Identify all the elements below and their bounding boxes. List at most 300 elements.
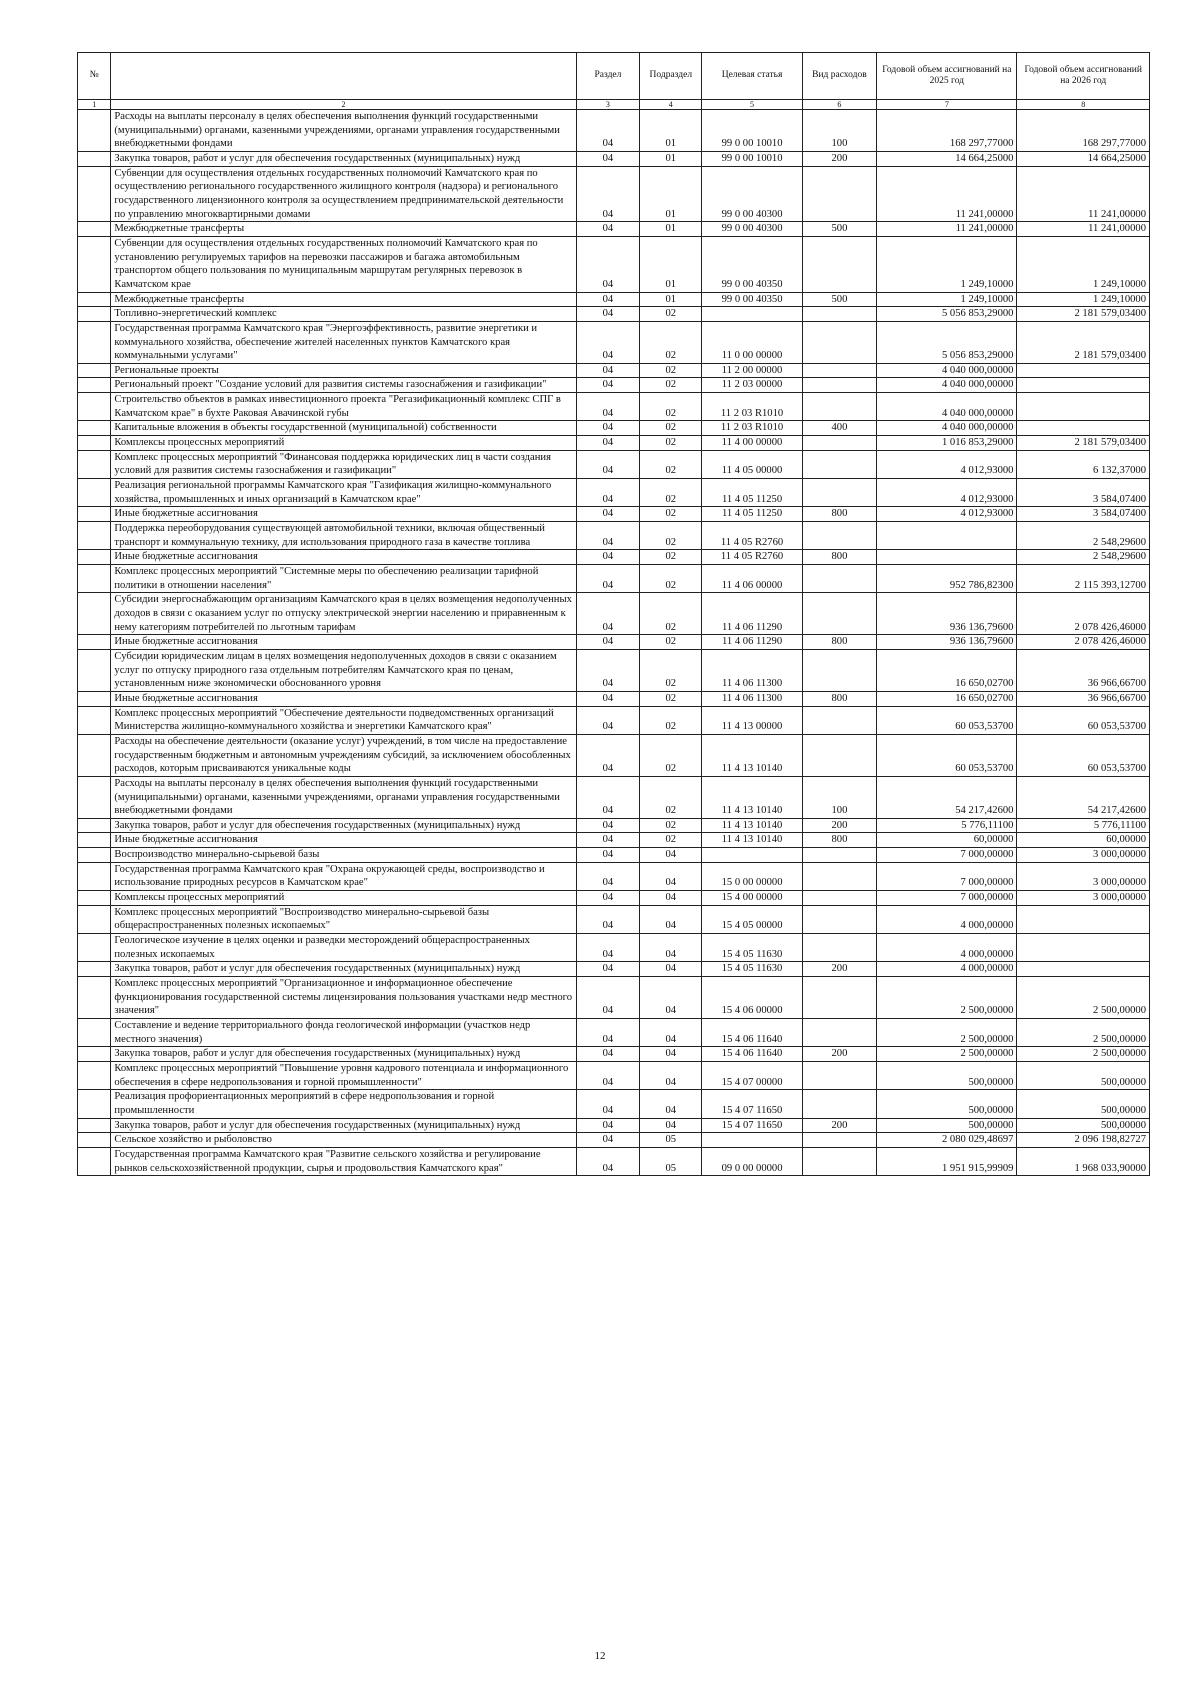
page-number: 12 (594, 1650, 606, 1662)
row-expense-type-cell (802, 565, 877, 593)
row-podrazdel-cell: 04 (640, 1019, 702, 1047)
row-expense-type-cell (802, 848, 877, 863)
row-expense-type-cell: 500 (802, 222, 877, 237)
row-expense-type-cell (802, 522, 877, 550)
row-number-cell (78, 862, 111, 890)
row-target-article-cell: 11 4 06 11300 (702, 691, 802, 706)
row-amount-2025-cell: 60,00000 (877, 833, 1017, 848)
row-amount-2025-cell: 1 016 853,29000 (877, 436, 1017, 451)
row-amount-2025-cell: 1 249,10000 (877, 292, 1017, 307)
row-razdel-cell: 04 (576, 776, 639, 818)
row-amount-2026-cell: 3 000,00000 (1017, 848, 1150, 863)
row-amount-2026-cell: 168 297,77000 (1017, 110, 1150, 152)
table-row (78, 166, 1150, 222)
row-name-cell: Расходы на выплаты персоналу в целях обеспечения выполнения функций государственными (муниципальными) органами, казенными учреждениями, органами управления государственными внебюджетными фондами (111, 110, 576, 152)
row-razdel-cell: 04 (576, 321, 639, 363)
row-amount-2025-cell: 500,00000 (877, 1061, 1017, 1089)
row-expense-type-cell: 800 (802, 550, 877, 565)
row-target-article-cell: 11 4 13 00000 (702, 706, 802, 734)
col-header-number: № (78, 53, 111, 100)
row-target-article-cell: 99 0 00 40350 (702, 236, 802, 292)
row-number-cell (78, 393, 111, 421)
row-target-article-cell: 11 4 13 10140 (702, 734, 802, 776)
row-amount-2025-cell: 936 136,79600 (877, 635, 1017, 650)
row-amount-2026-cell: 3 000,00000 (1017, 862, 1150, 890)
row-target-article-cell: 15 4 06 11640 (702, 1047, 802, 1062)
row-amount-2026-cell (1017, 393, 1150, 421)
row-razdel-cell: 04 (576, 1047, 639, 1062)
row-name-cell: Закупка товаров, работ и услуг для обеспечения государственных (муниципальных) нужд (111, 151, 576, 166)
row-name-cell: Субвенции для осуществления отдельных государственных полномочий Камчатского края по установлению регулируемых тарифов на перевозки пассажиров и багажа автомобильным транспортом общего пользования по муниципальным маршрутам регулярных перевозок в Камчатском крае (111, 236, 576, 292)
row-target-article-cell: 11 4 06 11290 (702, 635, 802, 650)
table-row (78, 363, 1150, 378)
row-amount-2025-cell: 14 664,25000 (877, 151, 1017, 166)
row-expense-type-cell: 200 (802, 1047, 877, 1062)
row-target-article-cell: 15 4 00 00000 (702, 891, 802, 906)
row-target-article-cell: 11 4 06 11300 (702, 649, 802, 691)
row-amount-2026-cell: 1 249,10000 (1017, 236, 1150, 292)
row-target-article-cell: 11 0 00 00000 (702, 321, 802, 363)
row-expense-type-cell (802, 1147, 877, 1175)
row-number-cell (78, 649, 111, 691)
row-target-article-cell: 11 4 13 10140 (702, 818, 802, 833)
row-podrazdel-cell: 02 (640, 550, 702, 565)
row-expense-type-cell: 200 (802, 1118, 877, 1133)
row-amount-2025-cell: 2 500,00000 (877, 977, 1017, 1019)
col-number: 4 (640, 100, 702, 110)
row-expense-type-cell: 200 (802, 151, 877, 166)
row-target-article-cell: 11 4 05 R2760 (702, 522, 802, 550)
row-amount-2026-cell: 11 241,00000 (1017, 222, 1150, 237)
row-amount-2026-cell: 500,00000 (1017, 1090, 1150, 1118)
row-amount-2025-cell: 4 040 000,00000 (877, 378, 1017, 393)
row-amount-2026-cell: 1 968 033,90000 (1017, 1147, 1150, 1175)
row-target-article-cell: 11 4 05 11250 (702, 507, 802, 522)
row-amount-2025-cell: 16 650,02700 (877, 649, 1017, 691)
row-name-cell: Топливно-энергетический комплекс (111, 307, 576, 322)
row-amount-2026-cell: 500,00000 (1017, 1118, 1150, 1133)
table-row (78, 862, 1150, 890)
col-header-podrazdel: Подраздел (640, 53, 702, 100)
row-name-cell: Комплексы процессных мероприятий (111, 436, 576, 451)
row-name-cell: Закупка товаров, работ и услуг для обеспечения государственных (муниципальных) нужд (111, 1118, 576, 1133)
row-podrazdel-cell: 04 (640, 1090, 702, 1118)
row-expense-type-cell (802, 363, 877, 378)
row-target-article-cell: 15 4 05 11630 (702, 934, 802, 962)
row-amount-2026-cell: 1 249,10000 (1017, 292, 1150, 307)
row-target-article-cell: 11 2 03 R1010 (702, 393, 802, 421)
row-number-cell (78, 1118, 111, 1133)
row-amount-2026-cell (1017, 378, 1150, 393)
row-expense-type-cell (802, 734, 877, 776)
col-header-razdel: Раздел (576, 53, 639, 100)
row-expense-type-cell (802, 479, 877, 507)
table-row (78, 1061, 1150, 1089)
table-row (78, 565, 1150, 593)
col-number: 8 (1017, 100, 1150, 110)
row-number-cell (78, 565, 111, 593)
row-expense-type-cell (802, 706, 877, 734)
row-podrazdel-cell: 02 (640, 635, 702, 650)
row-amount-2026-cell: 60,00000 (1017, 833, 1150, 848)
row-razdel-cell: 04 (576, 1019, 639, 1047)
row-razdel-cell: 04 (576, 833, 639, 848)
row-razdel-cell: 04 (576, 891, 639, 906)
row-number-cell (78, 734, 111, 776)
row-podrazdel-cell: 02 (640, 522, 702, 550)
row-target-article-cell: 11 4 05 11250 (702, 479, 802, 507)
row-expense-type-cell (802, 321, 877, 363)
row-amount-2025-cell: 4 012,93000 (877, 450, 1017, 478)
row-name-cell: Субсидии энергоснабжающим организациям Камчатского края в целях возмещения недополученных доходов в связи с оказанием услуг по отпуску электрической энергии населению и приравненным к нему категориям потребителей по льготным тарифам (111, 593, 576, 635)
row-amount-2025-cell: 5 776,11100 (877, 818, 1017, 833)
row-name-cell: Комплекс процессных мероприятий "Повышение уровня кадрового потенциала и информационного обеспечения в сфере недропользования и горной промышленности" (111, 1061, 576, 1089)
table-row (78, 1118, 1150, 1133)
row-amount-2026-cell: 2 115 393,12700 (1017, 565, 1150, 593)
row-expense-type-cell: 400 (802, 421, 877, 436)
row-amount-2026-cell: 2 181 579,03400 (1017, 436, 1150, 451)
table-row (78, 934, 1150, 962)
row-amount-2025-cell: 54 217,42600 (877, 776, 1017, 818)
row-amount-2025-cell: 4 000,00000 (877, 934, 1017, 962)
row-target-article-cell: 11 2 03 R1010 (702, 421, 802, 436)
row-expense-type-cell: 800 (802, 507, 877, 522)
row-number-cell (78, 1061, 111, 1089)
row-name-cell: Иные бюджетные ассигнования (111, 691, 576, 706)
row-razdel-cell: 04 (576, 507, 639, 522)
row-number-cell (78, 833, 111, 848)
table-row (78, 1090, 1150, 1118)
row-number-cell (78, 151, 111, 166)
row-podrazdel-cell: 02 (640, 833, 702, 848)
row-podrazdel-cell: 05 (640, 1147, 702, 1175)
row-amount-2025-cell (877, 550, 1017, 565)
row-target-article-cell: 11 2 03 00000 (702, 378, 802, 393)
row-number-cell (78, 436, 111, 451)
row-target-article-cell: 15 4 05 11630 (702, 962, 802, 977)
row-expense-type-cell: 800 (802, 635, 877, 650)
row-name-cell: Реализация региональной программы Камчатского края "Газификация жилищно-коммунального хозяйства, промышленных и иных организаций в Камчатском крае" (111, 479, 576, 507)
row-target-article-cell: 11 4 00 00000 (702, 436, 802, 451)
col-header-2025: Годовой объем ассигнований на 2025 год (877, 53, 1017, 100)
row-podrazdel-cell: 04 (640, 905, 702, 933)
row-razdel-cell: 04 (576, 977, 639, 1019)
row-number-cell (78, 166, 111, 222)
row-podrazdel-cell: 04 (640, 862, 702, 890)
row-number-cell (78, 1133, 111, 1148)
row-podrazdel-cell: 04 (640, 1118, 702, 1133)
row-podrazdel-cell: 04 (640, 1047, 702, 1062)
row-razdel-cell: 04 (576, 110, 639, 152)
row-expense-type-cell (802, 450, 877, 478)
row-amount-2025-cell: 2 080 029,48697 (877, 1133, 1017, 1148)
row-razdel-cell: 04 (576, 706, 639, 734)
row-amount-2025-cell: 7 000,00000 (877, 862, 1017, 890)
table-row (78, 307, 1150, 322)
row-number-cell (78, 292, 111, 307)
row-number-cell (78, 421, 111, 436)
row-name-cell: Государственная программа Камчатского края "Охрана окружающей среды, воспроизводство и использование природных ресурсов в Камчатском крае" (111, 862, 576, 890)
table-row (78, 776, 1150, 818)
table-row (78, 1019, 1150, 1047)
row-amount-2025-cell: 4 000,00000 (877, 962, 1017, 977)
row-amount-2026-cell (1017, 905, 1150, 933)
row-razdel-cell: 04 (576, 905, 639, 933)
row-amount-2025-cell (877, 522, 1017, 550)
col-number: 6 (802, 100, 877, 110)
row-number-cell (78, 891, 111, 906)
table-row (78, 649, 1150, 691)
table-row (78, 151, 1150, 166)
table-row (78, 1147, 1150, 1175)
row-number-cell (78, 363, 111, 378)
row-razdel-cell: 04 (576, 934, 639, 962)
row-expense-type-cell (802, 307, 877, 322)
row-amount-2026-cell: 2 078 426,46000 (1017, 593, 1150, 635)
row-podrazdel-cell: 02 (640, 565, 702, 593)
row-amount-2026-cell: 11 241,00000 (1017, 166, 1150, 222)
table-row (78, 436, 1150, 451)
row-amount-2026-cell: 3 584,07400 (1017, 479, 1150, 507)
row-number-cell (78, 507, 111, 522)
row-target-article-cell: 99 0 00 10010 (702, 110, 802, 152)
row-number-cell (78, 1147, 111, 1175)
row-number-cell (78, 307, 111, 322)
row-target-article-cell: 15 4 07 11650 (702, 1118, 802, 1133)
row-number-cell (78, 962, 111, 977)
row-number-cell (78, 635, 111, 650)
row-razdel-cell: 04 (576, 565, 639, 593)
row-amount-2026-cell (1017, 363, 1150, 378)
row-number-cell (78, 848, 111, 863)
row-expense-type-cell: 800 (802, 691, 877, 706)
row-podrazdel-cell: 01 (640, 151, 702, 166)
table-row (78, 222, 1150, 237)
row-razdel-cell: 04 (576, 1118, 639, 1133)
table-row (78, 393, 1150, 421)
row-name-cell: Расходы на обеспечение деятельности (оказание услуг) учреждений, в том числе на предоставление государственным бюджетным и автономным учреждениям субсидий, за исключением обособленных расходов, которым присваиваются уникальные коды (111, 734, 576, 776)
row-razdel-cell: 04 (576, 292, 639, 307)
row-name-cell: Межбюджетные трансферты (111, 292, 576, 307)
row-name-cell: Закупка товаров, работ и услуг для обеспечения государственных (муниципальных) нужд (111, 962, 576, 977)
row-name-cell: Государственная программа Камчатского края "Развитие сельского хозяйства и регулирование рынков сельскохозяйственной продукции, сырья и продовольствия Камчатского края" (111, 1147, 576, 1175)
row-razdel-cell: 04 (576, 691, 639, 706)
row-expense-type-cell (802, 1019, 877, 1047)
row-amount-2026-cell: 2 181 579,03400 (1017, 307, 1150, 322)
row-amount-2025-cell: 4 040 000,00000 (877, 393, 1017, 421)
table-row (78, 292, 1150, 307)
col-header-name (111, 53, 576, 100)
row-razdel-cell: 04 (576, 450, 639, 478)
row-podrazdel-cell: 02 (640, 479, 702, 507)
row-podrazdel-cell: 02 (640, 450, 702, 478)
row-amount-2026-cell: 36 966,66700 (1017, 649, 1150, 691)
row-razdel-cell: 04 (576, 1133, 639, 1148)
row-name-cell: Сельское хозяйство и рыболовство (111, 1133, 576, 1148)
row-target-article-cell: 11 4 13 10140 (702, 776, 802, 818)
table-row (78, 593, 1150, 635)
row-razdel-cell: 04 (576, 734, 639, 776)
table-row (78, 905, 1150, 933)
row-target-article-cell: 11 4 05 R2760 (702, 550, 802, 565)
row-podrazdel-cell: 01 (640, 292, 702, 307)
row-amount-2025-cell: 952 786,82300 (877, 565, 1017, 593)
row-number-cell (78, 236, 111, 292)
row-name-cell: Расходы на выплаты персоналу в целях обеспечения выполнения функций государственными (муниципальными) органами, казенными учреждениями, органами управления государственными внебюджетными фондами (111, 776, 576, 818)
row-amount-2026-cell: 5 776,11100 (1017, 818, 1150, 833)
row-name-cell: Комплекс процессных мероприятий "Финансовая поддержка юридических лиц в части создания условий для развития системы газоснабжения и газификации" (111, 450, 576, 478)
row-amount-2026-cell: 6 132,37000 (1017, 450, 1150, 478)
table-row (78, 891, 1150, 906)
table-row (78, 706, 1150, 734)
row-amount-2026-cell: 54 217,42600 (1017, 776, 1150, 818)
col-header-target-article: Целевая статья (702, 53, 802, 100)
row-amount-2025-cell: 1 951 915,99909 (877, 1147, 1017, 1175)
row-amount-2026-cell: 2 078 426,46000 (1017, 635, 1150, 650)
row-amount-2025-cell: 500,00000 (877, 1118, 1017, 1133)
row-target-article-cell (702, 1133, 802, 1148)
col-header-2026: Годовой объем ассигнований на 2026 год (1017, 53, 1150, 100)
row-amount-2025-cell: 11 241,00000 (877, 222, 1017, 237)
row-razdel-cell: 04 (576, 363, 639, 378)
row-razdel-cell: 04 (576, 1090, 639, 1118)
row-amount-2026-cell (1017, 421, 1150, 436)
row-number-cell (78, 1019, 111, 1047)
row-number-cell (78, 776, 111, 818)
row-number-cell (78, 593, 111, 635)
row-name-cell: Иные бюджетные ассигнования (111, 635, 576, 650)
row-target-article-cell: 11 4 13 10140 (702, 833, 802, 848)
row-amount-2026-cell: 2 096 198,82727 (1017, 1133, 1150, 1148)
table-row (78, 977, 1150, 1019)
row-target-article-cell: 11 4 05 00000 (702, 450, 802, 478)
table-row (78, 635, 1150, 650)
row-razdel-cell: 04 (576, 378, 639, 393)
table-body (78, 110, 1150, 1176)
table-row (78, 378, 1150, 393)
row-podrazdel-cell: 02 (640, 593, 702, 635)
row-amount-2025-cell: 4 000,00000 (877, 905, 1017, 933)
row-name-cell: Капитальные вложения в объекты государственной (муниципальной) собственности (111, 421, 576, 436)
row-podrazdel-cell: 01 (640, 236, 702, 292)
row-razdel-cell: 04 (576, 848, 639, 863)
row-razdel-cell: 04 (576, 818, 639, 833)
row-expense-type-cell (802, 934, 877, 962)
row-amount-2025-cell: 4 040 000,00000 (877, 421, 1017, 436)
row-target-article-cell: 11 4 06 11290 (702, 593, 802, 635)
row-podrazdel-cell: 01 (640, 222, 702, 237)
row-amount-2025-cell: 2 500,00000 (877, 1019, 1017, 1047)
row-expense-type-cell: 200 (802, 818, 877, 833)
row-name-cell: Геологическое изучение в целях оценки и разведки месторождений общераспространенных полезных ископаемых (111, 934, 576, 962)
row-target-article-cell: 15 4 07 00000 (702, 1061, 802, 1089)
row-amount-2026-cell: 2 181 579,03400 (1017, 321, 1150, 363)
row-podrazdel-cell: 04 (640, 962, 702, 977)
row-podrazdel-cell: 02 (640, 307, 702, 322)
row-podrazdel-cell: 05 (640, 1133, 702, 1148)
row-podrazdel-cell: 01 (640, 166, 702, 222)
row-podrazdel-cell: 04 (640, 977, 702, 1019)
row-expense-type-cell (802, 1133, 877, 1148)
table-row (78, 1133, 1150, 1148)
row-number-cell (78, 691, 111, 706)
row-amount-2025-cell: 16 650,02700 (877, 691, 1017, 706)
row-razdel-cell: 04 (576, 1061, 639, 1089)
budget-table-sheet (77, 52, 1150, 1176)
row-razdel-cell: 04 (576, 151, 639, 166)
row-razdel-cell: 04 (576, 649, 639, 691)
row-podrazdel-cell: 04 (640, 1061, 702, 1089)
row-number-cell (78, 706, 111, 734)
row-amount-2025-cell: 5 056 853,29000 (877, 321, 1017, 363)
table-row (78, 507, 1150, 522)
row-number-cell (78, 522, 111, 550)
row-target-article-cell: 99 0 00 40300 (702, 166, 802, 222)
table-row (78, 479, 1150, 507)
row-podrazdel-cell: 02 (640, 734, 702, 776)
row-razdel-cell: 04 (576, 479, 639, 507)
row-number-cell (78, 818, 111, 833)
row-expense-type-cell: 100 (802, 110, 877, 152)
row-number-cell (78, 450, 111, 478)
row-amount-2025-cell: 168 297,77000 (877, 110, 1017, 152)
row-podrazdel-cell: 04 (640, 848, 702, 863)
col-number: 7 (877, 100, 1017, 110)
row-name-cell: Реализация профориентационных мероприятий в сфере недропользования и горной промышленности (111, 1090, 576, 1118)
row-amount-2026-cell: 60 053,53700 (1017, 706, 1150, 734)
row-amount-2026-cell: 2 500,00000 (1017, 1019, 1150, 1047)
row-number-cell (78, 977, 111, 1019)
table-row (78, 236, 1150, 292)
row-amount-2026-cell: 2 500,00000 (1017, 1047, 1150, 1062)
row-expense-type-cell (802, 905, 877, 933)
row-razdel-cell: 04 (576, 962, 639, 977)
col-number: 1 (78, 100, 111, 110)
row-amount-2025-cell: 60 053,53700 (877, 734, 1017, 776)
row-amount-2026-cell: 36 966,66700 (1017, 691, 1150, 706)
row-razdel-cell: 04 (576, 550, 639, 565)
row-podrazdel-cell: 02 (640, 393, 702, 421)
col-number: 3 (576, 100, 639, 110)
row-expense-type-cell (802, 378, 877, 393)
row-name-cell: Составление и ведение территориального фонда геологической информации (участков недр местного значения) (111, 1019, 576, 1047)
row-amount-2026-cell (1017, 962, 1150, 977)
row-amount-2025-cell: 7 000,00000 (877, 891, 1017, 906)
row-expense-type-cell (802, 1090, 877, 1118)
row-expense-type-cell: 200 (802, 962, 877, 977)
row-razdel-cell: 04 (576, 307, 639, 322)
row-razdel-cell: 04 (576, 436, 639, 451)
header-row (78, 53, 1150, 100)
row-target-article-cell: 99 0 00 10010 (702, 151, 802, 166)
row-target-article-cell: 15 4 05 00000 (702, 905, 802, 933)
row-target-article-cell: 11 4 06 00000 (702, 565, 802, 593)
row-number-cell (78, 479, 111, 507)
row-razdel-cell: 04 (576, 522, 639, 550)
col-header-expense-type: Вид расходов (802, 53, 877, 100)
row-razdel-cell: 04 (576, 222, 639, 237)
row-number-cell (78, 110, 111, 152)
row-podrazdel-cell: 02 (640, 321, 702, 363)
row-amount-2026-cell: 14 664,25000 (1017, 151, 1150, 166)
row-podrazdel-cell: 01 (640, 110, 702, 152)
row-expense-type-cell (802, 436, 877, 451)
row-name-cell: Воспроизводство минерально-сырьевой базы (111, 848, 576, 863)
row-amount-2025-cell: 2 500,00000 (877, 1047, 1017, 1062)
row-amount-2026-cell: 60 053,53700 (1017, 734, 1150, 776)
row-amount-2026-cell: 2 500,00000 (1017, 977, 1150, 1019)
row-number-cell (78, 550, 111, 565)
